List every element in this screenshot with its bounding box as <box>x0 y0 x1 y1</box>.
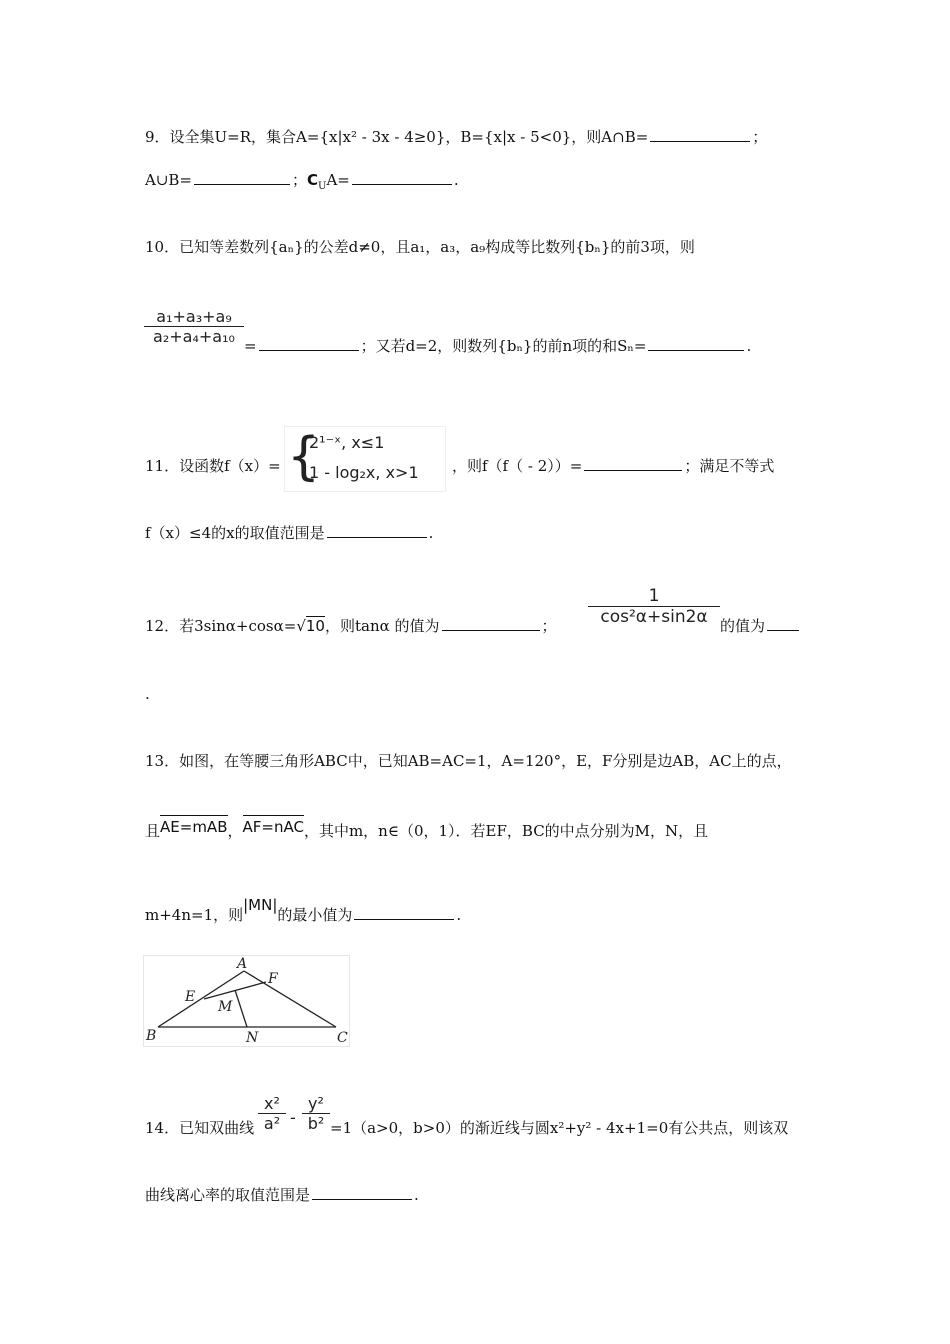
label-b: B <box>146 1028 157 1044</box>
brace-icon: { <box>287 427 321 487</box>
label-e: E <box>185 989 196 1005</box>
fraction-denominator: a² <box>263 1114 281 1133</box>
q12-text3: 的值为 <box>720 617 766 635</box>
label-n: N <box>246 1030 259 1046</box>
answer-blank[interactable] <box>648 336 744 351</box>
q9-sep: ； <box>752 128 768 146</box>
q11-text2: ，则f（f（ - 2））= <box>452 457 583 475</box>
fraction-numerator: y² <box>308 1094 324 1113</box>
q11-text4: f（x）≤4的x的取值范围是 <box>145 524 325 542</box>
q11-piecewise-image <box>284 426 446 492</box>
q14-text2: =1（a>0，b>0）的渐近线与圆x²+y² - 4x+1=0有公共点，则该双 <box>330 1119 789 1137</box>
q14-fraction-1 <box>258 1094 286 1133</box>
q10-line2 <box>244 336 751 356</box>
answer-blank[interactable] <box>259 336 359 351</box>
q12-line1b <box>720 616 801 636</box>
q12-fraction-image <box>588 586 720 642</box>
answer-blank[interactable] <box>354 905 454 920</box>
q13-text5: 的最小值为 <box>277 906 353 924</box>
q9-comp-label: A= <box>326 171 350 189</box>
q12-sep: ； <box>541 617 557 635</box>
q14-line1 <box>145 1118 254 1138</box>
q13-line2 <box>145 819 708 841</box>
q14-fraction-image <box>258 1090 330 1148</box>
q9-line2 <box>145 170 459 197</box>
q14-line2 <box>145 1185 419 1205</box>
edge-ac <box>244 971 336 1027</box>
q11-line1 <box>145 456 281 476</box>
q14-end: . <box>414 1186 419 1204</box>
q12-fraction <box>588 586 720 627</box>
q13-text2: 且 <box>145 822 161 840</box>
q11-line1b <box>452 456 774 476</box>
answer-blank[interactable] <box>352 170 452 185</box>
q9-union-label: A∪B= <box>145 171 192 189</box>
fraction-numerator: 1 <box>648 586 660 606</box>
answer-blank[interactable] <box>584 456 682 471</box>
answer-blank[interactable] <box>442 616 540 631</box>
q10-end: . <box>746 337 752 355</box>
q13-line1 <box>145 751 792 771</box>
vector-expr-3 <box>243 895 277 915</box>
vector-expr-2 <box>243 815 304 837</box>
q9-sep2: ； <box>292 171 308 189</box>
q10-text: 10．已知等差数列{aₙ}的公差d≠0，且a₁，a₃，a₉构成等比数列{bₙ}的前3项，则 <box>145 238 695 256</box>
q13-text3: ，其中m，n∈（0，1）．若EF，BC的中点分别为M，N，且 <box>303 822 709 840</box>
q12-text2: ，则tanα 的值为 <box>324 617 440 635</box>
answer-blank[interactable] <box>767 616 799 631</box>
complement-symbol: C <box>307 171 319 189</box>
q12-line1 <box>145 616 557 636</box>
q9-line1 <box>145 127 767 147</box>
label-c: C <box>337 1030 348 1046</box>
fraction-denominator: a₂+a₄+a₁₀ <box>153 327 235 346</box>
answer-blank[interactable] <box>194 170 290 185</box>
q11-text3: ；满足不等式 <box>684 457 775 475</box>
q13-text: 13．如图，在等腰三角形ABC中，已知AB=AC=1，A=120°，E，F分别是边AB，AC上的点， <box>145 752 792 770</box>
label-a: A <box>237 956 248 972</box>
q13-sep: ， <box>227 822 243 840</box>
fraction-denominator: b² <box>307 1114 325 1133</box>
q10-text2: ；又若d=2，则数列{bₙ}的前n项的和Sₙ= <box>360 337 647 355</box>
q14-text: 14．已知双曲线 <box>145 1119 255 1137</box>
answer-blank[interactable] <box>312 1185 412 1200</box>
complement-sub: U <box>318 181 327 192</box>
triangle-figure <box>143 955 350 1047</box>
q14-text3: 曲线离心率的取值范围是 <box>145 1186 311 1204</box>
q11-text: 11．设函数f（x）= <box>145 457 281 475</box>
q14-fraction-2 <box>302 1094 330 1133</box>
q14-line1b <box>330 1118 788 1138</box>
vector-expr-3-text: |MN| <box>243 896 278 914</box>
case-2: 1 - log₂x, x>1 <box>309 463 419 482</box>
fraction-numerator: a₁+a₃+a₉ <box>156 307 232 326</box>
q13-line3 <box>145 896 462 925</box>
q13-text4: m+4n=1，则 <box>145 906 244 924</box>
fraction-numerator: x² <box>264 1094 280 1113</box>
case-1: 2¹⁻ˣ, x≤1 <box>309 433 385 452</box>
vector-expr-1 <box>160 815 227 837</box>
q11-line2 <box>145 523 433 543</box>
sqrt-value: 10 <box>305 617 325 635</box>
fraction-denominator: cos²α+sin2α <box>600 607 708 627</box>
q13-end: . <box>456 906 462 924</box>
q10-line1 <box>145 237 695 257</box>
q10-eq: = <box>244 337 257 355</box>
vector-expr-2-text: AF=nAC <box>242 818 304 836</box>
segment-mn <box>235 990 247 1027</box>
q11-end: . <box>428 524 434 542</box>
answer-blank[interactable] <box>650 127 750 142</box>
q10-fraction-image <box>144 307 244 363</box>
q9-end: . <box>453 171 459 189</box>
q12-text: 12．若3sinα+cosα= <box>145 617 297 635</box>
q9-text: 9．设全集U=R，集合A={x|x² - 3x - 4≥0}，B={x|x - 5<0}，则A∩B= <box>145 128 649 146</box>
label-m: M <box>218 999 233 1015</box>
answer-blank[interactable] <box>327 523 427 538</box>
minus-sign: - <box>290 1108 296 1127</box>
vector-expr-1-text: AE=mAB <box>160 818 228 836</box>
q10-fraction <box>144 307 244 346</box>
label-f: F <box>268 971 278 987</box>
q12-end: . <box>145 685 150 703</box>
sqrt-icon: √ <box>296 617 306 635</box>
q12-line2 <box>145 684 150 704</box>
